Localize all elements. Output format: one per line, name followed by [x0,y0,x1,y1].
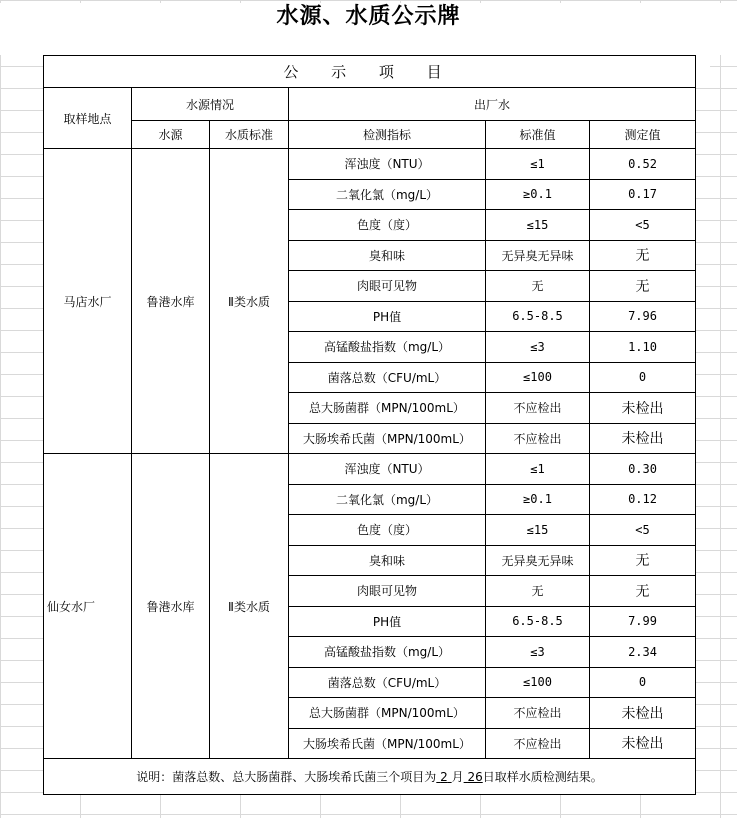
footnote-day: 26 [467,770,483,784]
measured-value-cell: 0.52 [590,149,696,180]
standard-value-cell: ≤15 [486,515,590,546]
plant-quality-standard: Ⅱ类水质 [210,454,289,759]
measured-value-cell: 无 [590,240,696,271]
standard-value-cell: 不应检出 [486,728,590,759]
header-measured-value: 测定值 [590,121,696,149]
indicator-cell: 高锰酸盐指数（mg/L） [289,637,486,668]
measured-value-cell: 无 [590,576,696,607]
plant-name: 仙女水厂 [44,454,132,759]
standard-value-cell: 不应检出 [486,393,590,424]
standard-value-cell: ≤1 [486,454,590,485]
measured-value-cell: 无 [590,271,696,302]
measured-value-cell: 无 [590,545,696,576]
measured-value-cell: 7.99 [590,606,696,637]
footnote [44,759,696,795]
header-location: 取样地点 [44,88,132,149]
standard-value-cell: ≤1 [486,149,590,180]
indicator-cell: 二氧化氯（mg/L） [289,484,486,515]
standard-value-cell: 不应检出 [486,423,590,454]
indicator-cell: 菌落总数（CFU/mL） [289,362,486,393]
measured-value-cell: 0 [590,362,696,393]
measured-value-cell: 0.12 [590,484,696,515]
standard-value-cell: 无 [486,576,590,607]
standard-value-cell: ≤3 [486,332,590,363]
indicator-cell: 肉眼可见物 [289,576,486,607]
footnote-suffix: 日取样水质检测结果。 [482,770,603,784]
notice-header: 公 示 项 目 [44,56,696,88]
measured-value-cell: 0.17 [590,179,696,210]
measured-value-cell: <5 [590,515,696,546]
plant-name: 马店水厂 [44,149,132,454]
standard-value-cell: ≤3 [486,637,590,668]
measured-value-cell: 未检出 [590,698,696,729]
header-outlet-water: 出厂水 [289,88,696,121]
footnote-prefix: 说明：菌落总数、总大肠菌群、大肠埃希氏菌三个项目为 [136,770,437,784]
standard-value-cell: 6.5-8.5 [486,606,590,637]
standard-value-cell: 不应检出 [486,698,590,729]
measured-value-cell: 未检出 [590,393,696,424]
footnote-month: 2 [440,770,448,784]
standard-value-cell: 无异臭无异味 [486,240,590,271]
standard-value-cell: ≥0.1 [486,179,590,210]
table-row [44,454,696,485]
indicator-cell: 色度（度） [289,210,486,241]
indicator-cell: 大肠埃希氏菌（MPN/100mL） [289,423,486,454]
measured-value-cell: 0 [590,667,696,698]
table-row [44,149,696,180]
measured-value-cell: 未检出 [590,728,696,759]
indicator-cell: 高锰酸盐指数（mg/L） [289,332,486,363]
indicator-cell: 大肠埃希氏菌（MPN/100mL） [289,728,486,759]
indicator-cell: PH值 [289,301,486,332]
indicator-cell: 肉眼可见物 [289,271,486,302]
indicator-cell: 臭和味 [289,545,486,576]
measured-value-cell: 未检出 [590,423,696,454]
header-quality-standard: 水质标准 [210,121,289,149]
measured-value-cell: <5 [590,210,696,241]
indicator-cell: 臭和味 [289,240,486,271]
indicator-cell: 二氧化氯（mg/L） [289,179,486,210]
indicator-cell: 浑浊度（NTU） [289,149,486,180]
indicator-cell: PH值 [289,606,486,637]
plant-source: 鲁港水库 [132,454,210,759]
header-standard-value: 标准值 [486,121,590,149]
header-source-info: 水源情况 [132,88,289,121]
footnote-month-label: 月 [451,770,464,784]
standard-value-cell: ≤15 [486,210,590,241]
indicator-cell: 总大肠菌群（MPN/100mL） [289,393,486,424]
standard-value-cell: ≤100 [486,362,590,393]
indicator-cell: 浑浊度（NTU） [289,454,486,485]
plant-quality-standard: Ⅱ类水质 [210,149,289,454]
measured-value-cell: 7.96 [590,301,696,332]
header-source: 水源 [132,121,210,149]
standard-value-cell: ≤100 [486,667,590,698]
measured-value-cell: 2.34 [590,637,696,668]
standard-value-cell: 6.5-8.5 [486,301,590,332]
water-quality-table [43,55,696,795]
header-indicator: 检测指标 [289,121,486,149]
indicator-cell: 菌落总数（CFU/mL） [289,667,486,698]
measured-value-cell: 0.30 [590,454,696,485]
date-bar [0,31,737,55]
indicator-cell: 色度（度） [289,515,486,546]
measured-value-cell: 1.10 [590,332,696,363]
standard-value-cell: ≥0.1 [486,484,590,515]
standard-value-cell: 无异臭无异味 [486,545,590,576]
standard-value-cell: 无 [486,271,590,302]
indicator-cell: 总大肠菌群（MPN/100mL） [289,698,486,729]
plant-source: 鲁港水库 [132,149,210,454]
page-title: 水源、水质公示牌 [0,3,737,31]
